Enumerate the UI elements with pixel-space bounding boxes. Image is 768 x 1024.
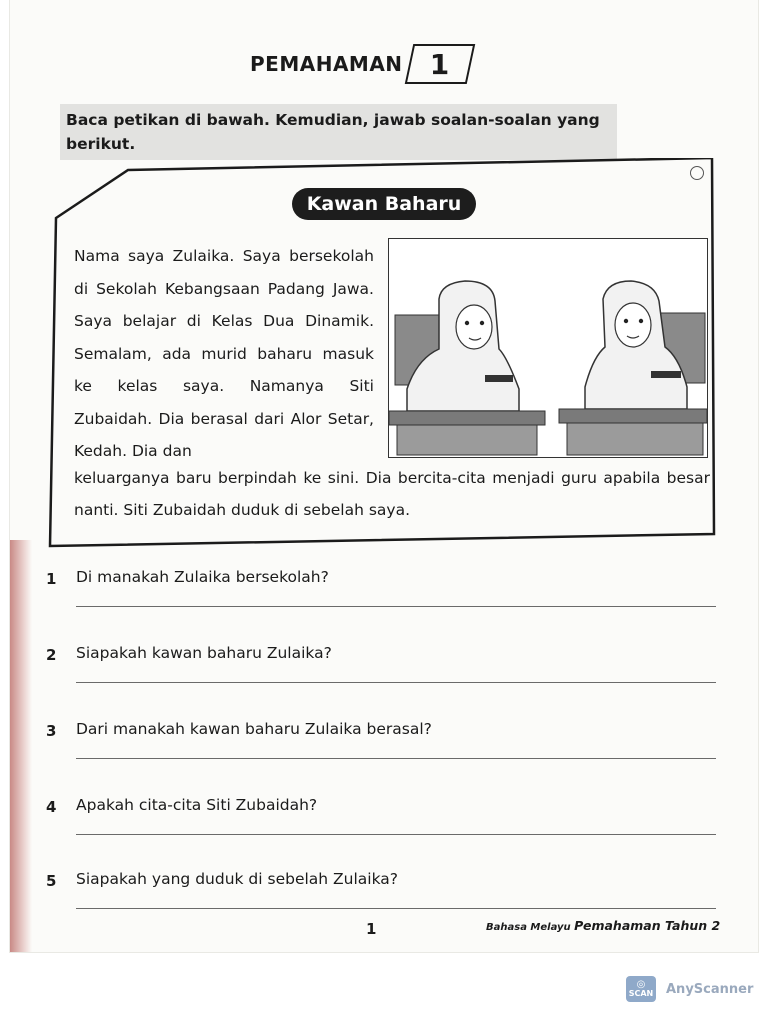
binder-ring-icon bbox=[690, 166, 704, 180]
question-number: 3 bbox=[46, 722, 57, 740]
scanner-logo-icon: ◎ SCAN bbox=[626, 976, 656, 1002]
instruction-text: Baca petikan di bawah. Kemudian, jawab soalan-soalan yang berikut. bbox=[66, 111, 600, 153]
question-text: Siapakah yang duduk di sebelah Zulaika? bbox=[76, 870, 399, 888]
question-item bbox=[46, 794, 726, 854]
passage-title-text: Kawan Baharu bbox=[306, 193, 462, 215]
answer-line[interactable] bbox=[76, 682, 716, 683]
header-number: 1 bbox=[429, 47, 450, 81]
question-item bbox=[46, 718, 726, 778]
answer-line[interactable] bbox=[76, 606, 716, 607]
book-title bbox=[486, 918, 720, 933]
question-item bbox=[46, 566, 726, 626]
question-number: 4 bbox=[46, 798, 57, 816]
passage-text-bottom: keluarganya baru berpindah ke sini. Dia bercita-cita menjadi guru apabila besar nanti. Siti Zubaidah duduk di sebelah saya. bbox=[74, 469, 710, 519]
answer-line[interactable] bbox=[76, 758, 716, 759]
page-number: 1 bbox=[366, 920, 377, 938]
scanner-watermark bbox=[626, 976, 753, 1002]
book-title-prefix: Bahasa Melayu bbox=[486, 922, 571, 933]
question-number: 2 bbox=[46, 646, 57, 664]
question-number: 5 bbox=[46, 872, 57, 890]
two-schoolgirls-at-desks-illustration bbox=[388, 238, 708, 458]
header-number-box bbox=[409, 44, 471, 84]
worksheet-header bbox=[250, 42, 471, 86]
illustration-drawing bbox=[389, 239, 707, 457]
scan-edge-shadow bbox=[10, 540, 32, 952]
header-title: PEMAHAMAN bbox=[250, 52, 403, 76]
question-text: Di manakah Zulaika bersekolah? bbox=[76, 568, 329, 586]
question-number: 1 bbox=[46, 570, 57, 588]
book-title-main: Pemahaman Tahun 2 bbox=[574, 918, 721, 933]
passage-title bbox=[292, 188, 476, 220]
scanner-logo-text: SCAN bbox=[628, 989, 654, 998]
question-text: Apakah cita-cita Siti Zubaidah? bbox=[76, 796, 318, 814]
answer-line[interactable] bbox=[76, 908, 716, 909]
passage-text-top: Nama saya Zulaika. Saya bersekolah di Sekolah Kebangsaan Padang Jawa. Saya belajar di Kelas Dua Dinamik. Semalam, ada murid baharu masuk ke kelas saya. Namanya Siti Zubaidah. Dia berasal dari Alor Setar, Kedah. Dia dan bbox=[74, 247, 374, 460]
question-item bbox=[46, 642, 726, 702]
question-text: Siapakah kawan baharu Zulaika? bbox=[76, 644, 332, 662]
instruction-band bbox=[60, 104, 617, 160]
answer-line[interactable] bbox=[76, 834, 716, 835]
scanner-name: AnyScanner bbox=[666, 981, 754, 997]
question-text: Dari manakah kawan baharu Zulaika berasal? bbox=[76, 720, 432, 738]
